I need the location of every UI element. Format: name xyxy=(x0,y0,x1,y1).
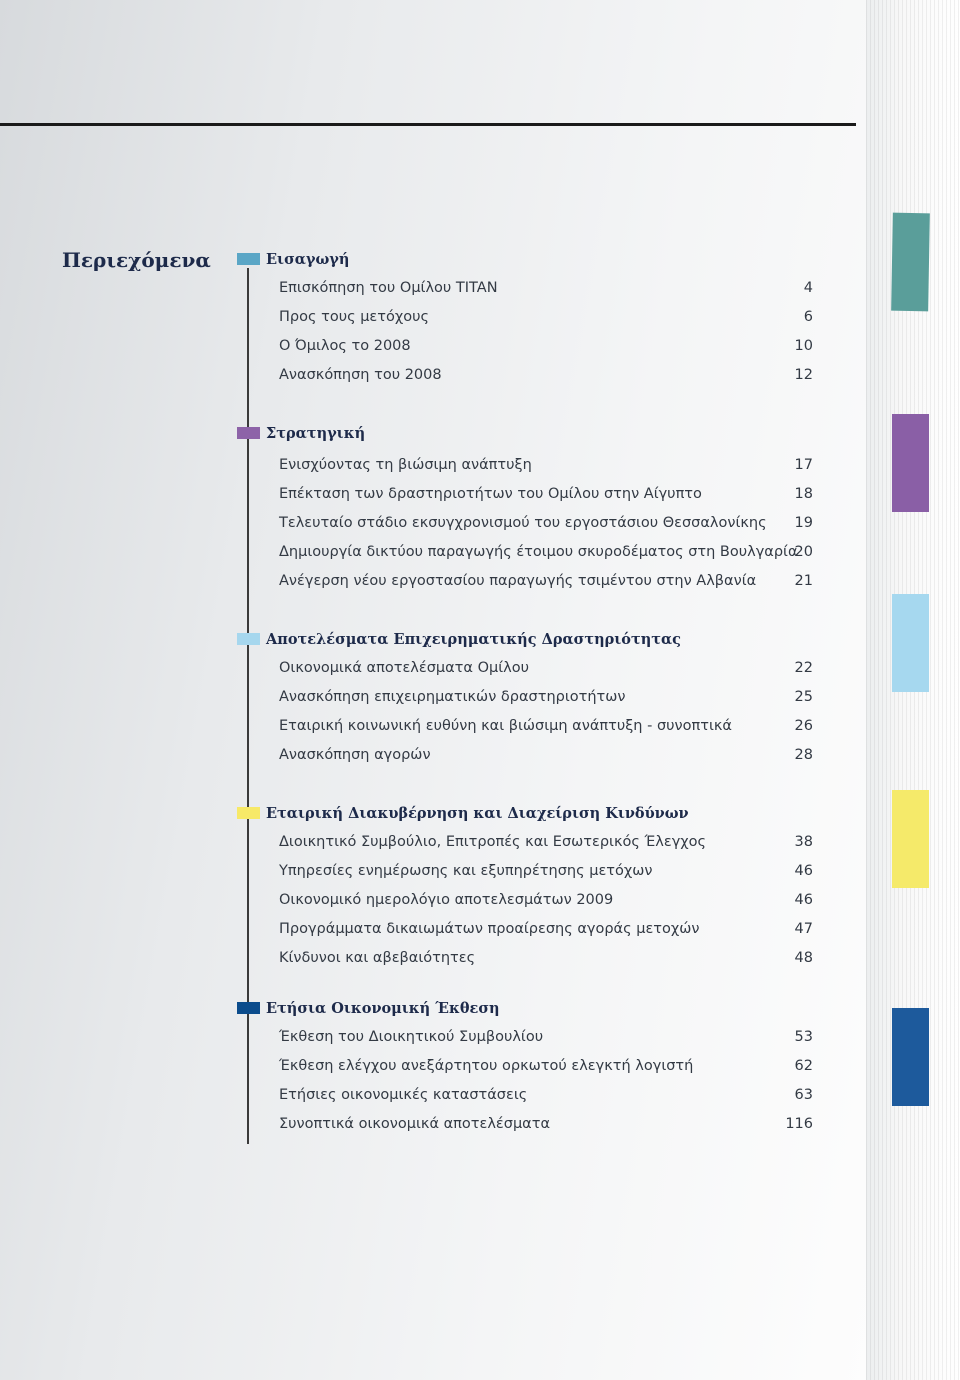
toc-entry[interactable] xyxy=(279,1056,813,1076)
entry-title: Εταιρική κοινωνική ευθύνη και βιώσιμη ανάπτυξη - συνοπτικά xyxy=(279,718,732,734)
entry-title: Ενισχύοντας τη βιώσιμη ανάπτυξη xyxy=(279,457,532,473)
toc-entry[interactable] xyxy=(279,890,813,910)
entry-page: 6 xyxy=(803,309,813,325)
section-color-swatch xyxy=(237,807,260,819)
entry-page: 18 xyxy=(794,486,813,502)
section-title: Εταιρική Διακυβέρνηση και Διαχείριση Κινδύνων xyxy=(266,804,689,822)
toc-entry[interactable] xyxy=(279,365,813,385)
entry-title: Ανέγερση νέου εργοστασίου παραγωγής τσιμέντου στην Αλβανία xyxy=(279,573,757,589)
section-header-report[interactable] xyxy=(237,998,500,1018)
entry-title: Οικονομικό ημερολόγιο αποτελεσμάτων 2009 xyxy=(279,892,614,908)
toc-entry[interactable] xyxy=(279,716,813,736)
section-title: Ετήσια Οικονομική Έκθεση xyxy=(266,999,500,1017)
entry-title: Υπηρεσίες ενημέρωσης και εξυπηρέτησης μετόχων xyxy=(279,863,653,879)
toc-entry[interactable] xyxy=(279,1085,813,1105)
toc-entry[interactable] xyxy=(279,687,813,707)
section-header-strategy[interactable] xyxy=(237,423,365,443)
entry-page: 22 xyxy=(794,660,813,676)
toc-entry[interactable] xyxy=(279,278,813,298)
toc-entry[interactable] xyxy=(279,832,813,852)
toc-entry[interactable] xyxy=(279,484,813,504)
section-color-swatch xyxy=(237,427,260,439)
entry-page: 46 xyxy=(794,863,813,879)
entry-page: 62 xyxy=(794,1058,813,1074)
section-tab-intro[interactable] xyxy=(891,213,930,312)
entry-page: 28 xyxy=(794,747,813,763)
entry-page: 25 xyxy=(794,689,813,705)
toc-entry[interactable] xyxy=(279,658,813,678)
entry-page: 21 xyxy=(794,573,813,589)
entry-page: 19 xyxy=(794,515,813,531)
entry-title: Ανασκόπηση επιχειρηματικών δραστηριοτήτων xyxy=(279,689,626,705)
toc-entry[interactable] xyxy=(279,513,813,533)
page-title: Περιεχόμενα xyxy=(62,248,211,272)
toc-entry[interactable] xyxy=(279,745,813,765)
section-tab-results[interactable] xyxy=(892,594,929,692)
entry-title: Επισκόπηση του Ομίλου TITAN xyxy=(279,280,498,296)
section-color-swatch xyxy=(237,633,260,645)
toc-entry[interactable] xyxy=(279,455,813,475)
entry-page: 10 xyxy=(794,338,813,354)
entry-page: 20 xyxy=(794,544,813,560)
section-tab-governance[interactable] xyxy=(892,790,929,888)
entry-page: 47 xyxy=(794,921,813,937)
toc-entry[interactable] xyxy=(279,948,813,968)
entry-page: 116 xyxy=(785,1116,813,1132)
entry-title: Προς τους μετόχους xyxy=(279,309,430,325)
entry-title: Προγράμματα δικαιωμάτων προαίρεσης αγοράς μετοχών xyxy=(279,921,700,937)
entry-title: Διοικητικό Συμβούλιο, Επιτροπές και Εσωτερικός Έλεγχος xyxy=(279,834,707,850)
section-title: Αποτελέσματα Επιχειρηματικής Δραστηριότητας xyxy=(266,630,681,648)
section-header-governance[interactable] xyxy=(237,803,689,823)
toc-entry[interactable] xyxy=(279,571,813,591)
entry-page: 53 xyxy=(794,1029,813,1045)
entry-page: 63 xyxy=(794,1087,813,1103)
entry-page: 46 xyxy=(794,892,813,908)
entry-title: Τελευταίο στάδιο εκσυγχρονισμού του εργοστάσιου Θεσσαλονίκης xyxy=(279,515,767,531)
section-color-swatch xyxy=(237,253,260,265)
entry-title: Ανασκόπηση του 2008 xyxy=(279,367,442,383)
entry-title: Έκθεση ελέγχου ανεξάρτητου ορκωτού ελεγκτή λογιστή xyxy=(279,1058,694,1074)
toc-entry[interactable] xyxy=(279,336,813,356)
section-tab-report[interactable] xyxy=(892,1008,929,1106)
entry-page: 4 xyxy=(803,280,813,296)
entry-page: 38 xyxy=(794,834,813,850)
entry-title: Έκθεση του Διοικητικού Συμβουλίου xyxy=(279,1029,544,1045)
section-header-intro[interactable] xyxy=(237,249,349,269)
entry-page: 17 xyxy=(794,457,813,473)
entry-title: Επέκταση των δραστηριοτήτων του Ομίλου στην Αίγυπτο xyxy=(279,486,702,502)
entry-page: 48 xyxy=(794,950,813,966)
entry-title: Ετήσιες οικονομικές καταστάσεις xyxy=(279,1087,528,1103)
entry-title: Ανασκόπηση αγορών xyxy=(279,747,431,763)
entry-title: Δημιουργία δικτύου παραγωγής έτοιμου σκυροδέματος στη Βουλγαρία xyxy=(279,544,798,560)
entry-title: Οικονομικά αποτελέσματα Ομίλου xyxy=(279,660,529,676)
section-title: Στρατηγική xyxy=(266,424,366,442)
toc-entry[interactable] xyxy=(279,919,813,939)
entry-title: Ο Όμιλος το 2008 xyxy=(279,338,411,354)
top-rule xyxy=(0,123,856,126)
section-color-swatch xyxy=(237,1002,260,1014)
entry-page: 12 xyxy=(794,367,813,383)
section-title: Εισαγωγή xyxy=(266,250,350,268)
toc-entry[interactable] xyxy=(279,542,813,562)
section-tab-strategy[interactable] xyxy=(892,414,929,512)
entry-page: 26 xyxy=(794,718,813,734)
toc-entry[interactable] xyxy=(279,1027,813,1047)
section-header-results[interactable] xyxy=(237,629,681,649)
toc-entry[interactable] xyxy=(279,1114,813,1134)
toc-entry[interactable] xyxy=(279,307,813,327)
entry-title: Συνοπτικά οικονομικά αποτελέσματα xyxy=(279,1116,551,1132)
toc-entry[interactable] xyxy=(279,861,813,881)
entry-title: Κίνδυνοι και αβεβαιότητες xyxy=(279,950,476,966)
